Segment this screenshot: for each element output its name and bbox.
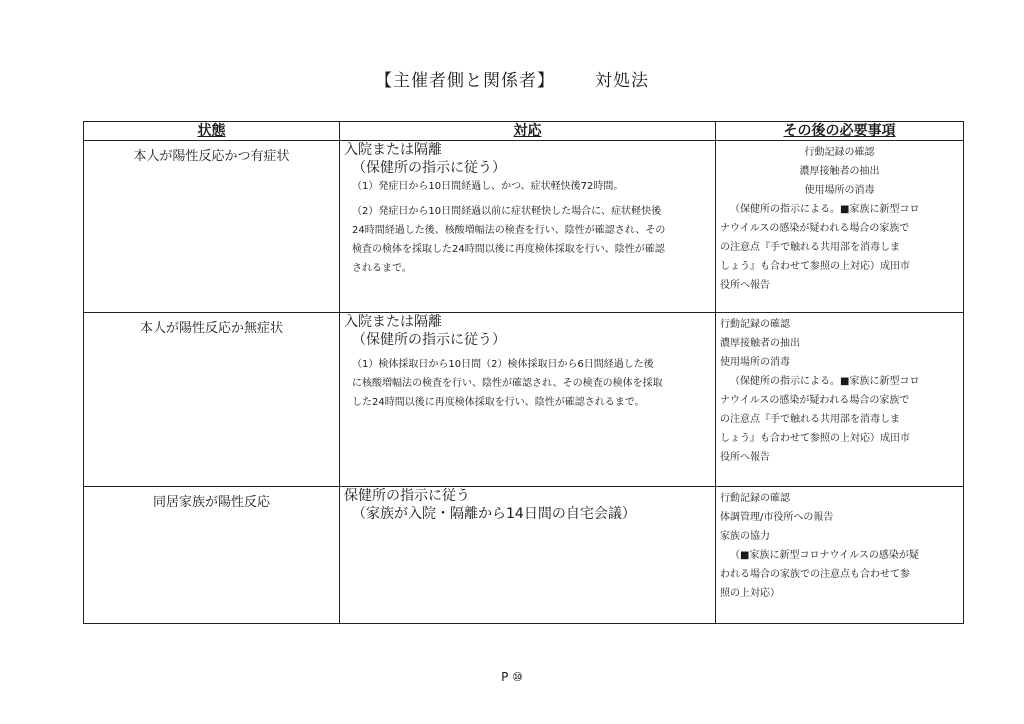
action-sub: （保健所の指示に従う）: [352, 160, 506, 176]
header-action: 対応: [340, 122, 716, 141]
after-line: 行動記録の確認: [720, 493, 790, 504]
action-sub: （保健所の指示に従う）: [352, 332, 506, 348]
action-note-line: した24時間以後に再度検体採取を行い、陰性が確認されるまで。: [352, 397, 645, 408]
page-number: P ⑩: [501, 670, 523, 684]
action-note-line: に核酸増幅法の検査を行い、陰性が確認され、その検査の検体を採取: [352, 378, 663, 389]
page-title-sub: 対処法: [595, 71, 649, 91]
after-line: ナウイルスの感染が疑われる場合の家族で: [720, 223, 910, 234]
action-note-line: 24時間経過した後、核酸増幅法の検査を行い、陰性が確認され、その: [352, 225, 666, 236]
after-line: の注意点『手で触れる共用部を消毒しま: [720, 242, 900, 253]
after-line: しょう』も合わせて参照の上対応）成田市: [720, 261, 910, 272]
page-title-main: 【主催者側と関係者】: [375, 71, 555, 91]
after-line: の注意点『手で触れる共用部を消毒しま: [720, 414, 900, 425]
after-line: 濃厚接触者の抽出: [720, 338, 800, 349]
action-note-line: （1）検体採取日から10日間（2）検体採取日から6日間経過した後: [352, 359, 654, 370]
after-line: （保健所の指示による。■家族に新型コロ: [730, 376, 920, 387]
after-line: われる場合の家族での注意点も合わせて参: [720, 569, 910, 580]
header-state: 状態: [84, 122, 340, 141]
after-line: 家族の協力: [720, 531, 770, 542]
after-line: 役所へ報告: [720, 452, 770, 463]
after-line: しょう』も合わせて参照の上対応）成田市: [720, 433, 910, 444]
after-line: 濃厚接触者の抽出: [799, 166, 880, 177]
after-line: 役所へ報告: [720, 280, 770, 291]
after-line: 行動記録の確認: [720, 319, 790, 330]
after-line: 行動記録の確認: [804, 147, 875, 158]
header-after: その後の必要事項: [716, 122, 964, 141]
action-sub: （家族が入院・隔離から14日間の自宅会議）: [352, 506, 636, 522]
action-note-line: （2）発症日から10日間経過以前に症状軽快した場合に、症状軽快後: [352, 206, 662, 217]
after-cell: [716, 487, 964, 624]
after-line: 体調管理/市役所への報告: [720, 512, 834, 523]
after-line: 使用場所の消毒: [804, 185, 875, 196]
response-table: [83, 121, 964, 624]
action-main: 入院または隔離: [344, 142, 442, 158]
action-cell: [340, 141, 716, 313]
after-line: （■家族に新型コロナウイルスの感染が疑: [730, 550, 919, 561]
table-header-row: [84, 122, 964, 141]
after-line: 使用場所の消毒: [720, 357, 790, 368]
table-row: [84, 313, 964, 487]
table-row: [84, 487, 964, 624]
after-cell: [716, 313, 964, 487]
after-line: （保健所の指示による。■家族に新型コロ: [730, 204, 920, 215]
state-cell: 同居家族が陽性反応: [84, 487, 340, 624]
state-cell: 本人が陽性反応か無症状: [84, 313, 340, 487]
state-cell: 本人が陽性反応かつ有症状: [84, 141, 340, 313]
action-cell: [340, 313, 716, 487]
after-cell: [716, 141, 964, 313]
action-cell: [340, 487, 716, 624]
after-line: ナウイルスの感染が疑われる場合の家族で: [720, 395, 910, 406]
action-note: （1）発症日から10日間経過し、かつ、症状軽快後72時間。: [352, 181, 624, 192]
page-title: [0, 66, 1024, 91]
action-main: 入院または隔離: [344, 314, 442, 330]
action-note-line: されるまで。: [352, 263, 412, 274]
action-main: 保健所の指示に従う: [344, 488, 470, 504]
after-line: 照の上対応）: [720, 588, 780, 599]
table-row: [84, 141, 964, 313]
action-note-line: 検査の検体を採取した24時間以後に再度検体採取を行い、陰性が確認: [352, 244, 665, 255]
